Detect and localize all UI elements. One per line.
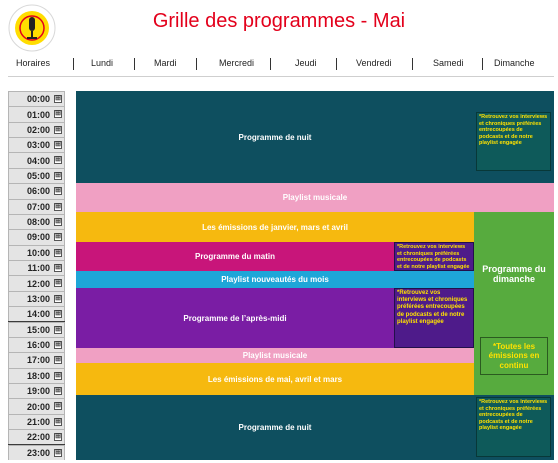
schedule-grid [76,91,554,460]
header-separator [73,58,74,70]
hour-row[interactable] [8,137,65,152]
block-label: Programme de nuit [238,423,312,432]
hour-label: 08:00 [26,217,50,228]
expand-icon[interactable]: ⊞ [55,448,61,456]
hour-label: 09:00 [26,232,50,243]
block-night-program[interactable] [76,91,474,183]
note-night-1: *Retrouvez vos interviews et chroniques préférées entrecoupées de podcasts et de notre playlist engagée [476,112,551,171]
hour-row[interactable] [8,429,65,444]
expand-icon[interactable]: ⊞ [55,279,61,287]
hour-label: 21:00 [26,416,50,427]
hour-row[interactable] [8,199,65,214]
block-label: Les émissions de janvier, mars et avril [202,222,348,232]
expand-icon[interactable]: ⊞ [55,387,61,395]
expand-icon[interactable]: ⊞ [55,433,61,441]
block-playlist-morning[interactable] [76,183,554,212]
note-dimanche: *Toutes les émissions en continu [480,337,548,375]
hour-label: 23:00 [26,447,50,458]
hour-label: 10:00 [26,247,50,258]
hour-row[interactable] [8,383,65,398]
note-apres-midi: *Retrouvez vos interviews et chroniques préférées entrecoupées de podcasts et de notre playlist engagée [394,288,474,348]
hour-row[interactable] [8,183,65,198]
hour-row[interactable] [8,398,65,413]
hour-row[interactable] [8,122,65,137]
hour-label: 04:00 [26,155,50,166]
block-label: Programme du dimanche [482,264,546,284]
hour-label: 05:00 [26,170,50,181]
header-samedi[interactable]: Samedi [433,58,464,68]
expand-icon[interactable]: ⊞ [55,156,61,164]
hour-label: 13:00 [26,293,50,304]
hour-row[interactable] [8,337,65,352]
expand-icon[interactable]: ⊞ [55,264,61,272]
hour-row[interactable] [8,291,65,306]
days-header [0,58,558,74]
header-mardi[interactable]: Mardi [154,58,177,68]
hour-row[interactable] [8,445,65,460]
expand-icon[interactable]: ⊞ [55,187,61,195]
hour-row[interactable] [8,106,65,121]
header-separator [482,58,483,70]
hour-label: 00:00 [26,94,50,105]
header-separator [270,58,271,70]
block-label: Playlist musicale [282,193,348,202]
hour-label: 07:00 [26,201,50,212]
hour-label: 15:00 [26,324,50,335]
expand-icon[interactable]: ⊞ [55,371,61,379]
expand-icon[interactable]: ⊞ [55,402,61,410]
note-night-2: *Retrouvez vos interviews et chroniques préférées entrecoupées de podcasts et de notre playlist engagée [476,397,551,457]
hour-row[interactable] [8,352,65,367]
hour-label: 01:00 [26,109,50,120]
hour-label: 18:00 [26,370,50,381]
block-afternoon-program[interactable] [76,288,394,348]
expand-icon[interactable]: ⊞ [55,294,61,302]
header-mercredi[interactable]: Mercredi [219,58,255,68]
block-night-program-2[interactable] [76,395,474,460]
hour-label: 11:00 [27,263,50,274]
hour-row[interactable] [8,414,65,429]
header-horaires: Horaires [16,58,51,68]
expand-icon[interactable]: ⊞ [55,310,61,318]
header-separator [196,58,197,70]
hour-row[interactable] [8,245,65,260]
hour-label: 02:00 [26,124,50,135]
hour-label: 12:00 [26,278,50,289]
expand-icon[interactable]: ⊞ [55,233,61,241]
block-playlist-evening[interactable] [76,348,474,363]
hours-column [8,91,65,460]
hour-row[interactable] [8,260,65,275]
expand-icon[interactable]: ⊞ [55,95,61,102]
hour-row[interactable] [8,368,65,383]
header-lundi[interactable]: Lundi [91,58,114,68]
expand-icon[interactable]: ⊞ [55,141,61,149]
header-divider [8,76,554,77]
expand-icon[interactable]: ⊞ [55,125,61,133]
block-label: Les émissions de mai, avril et mars [207,374,343,384]
block-new-releases-playlist[interactable] [76,271,474,288]
expand-icon[interactable]: ⊞ [55,248,61,256]
hour-label: 16:00 [26,340,50,351]
hour-row[interactable] [8,306,65,321]
header-dimanche[interactable]: Dimanche [494,58,535,68]
hour-row[interactable] [8,322,65,337]
header-separator [412,58,413,70]
header-jeudi[interactable]: Jeudi [295,58,317,68]
hour-row[interactable] [8,275,65,290]
header-separator [336,58,337,70]
hour-label: 14:00 [26,309,50,320]
hour-row[interactable] [8,214,65,229]
note-matin: *Retrouvez vos interviews et chroniques préférées entrecoupées de podcasts et de notre playlist engagée [394,242,474,271]
block-label: Playlist nouveautés du mois [221,275,329,284]
block-label: Programme de nuit [238,132,312,142]
expand-icon[interactable]: ⊞ [55,217,61,225]
expand-icon[interactable]: ⊞ [55,110,61,118]
block-label: Programme de l’après-midi [183,313,287,323]
block-morning-program[interactable] [76,242,394,271]
expand-icon[interactable]: ⊞ [55,202,61,210]
hour-label: 22:00 [26,432,50,443]
page-title: Grille des programmes - Mai [152,10,406,32]
hour-label: 03:00 [26,140,50,151]
expand-icon[interactable]: ⊞ [55,340,61,348]
block-label: Programme du matin [194,252,275,261]
hour-row[interactable] [8,229,65,244]
expand-icon[interactable]: ⊞ [55,171,61,179]
hour-label: 06:00 [26,186,50,197]
hour-label: 20:00 [26,401,50,412]
expand-icon[interactable]: ⊞ [55,417,61,425]
expand-icon[interactable]: ⊞ [55,356,61,364]
header-vendredi[interactable]: Vendredi [356,58,392,68]
expand-icon[interactable]: ⊞ [55,325,61,333]
header-separator [134,58,135,70]
hour-label: 17:00 [26,355,50,366]
hour-row[interactable] [8,152,65,167]
block-emissions-mam[interactable] [76,363,474,395]
block-emissions-jma[interactable] [76,212,474,242]
hour-row[interactable] [8,168,65,183]
hour-label: 19:00 [26,386,50,397]
block-label: Playlist musicale [242,351,308,360]
hour-row[interactable] [8,91,65,106]
